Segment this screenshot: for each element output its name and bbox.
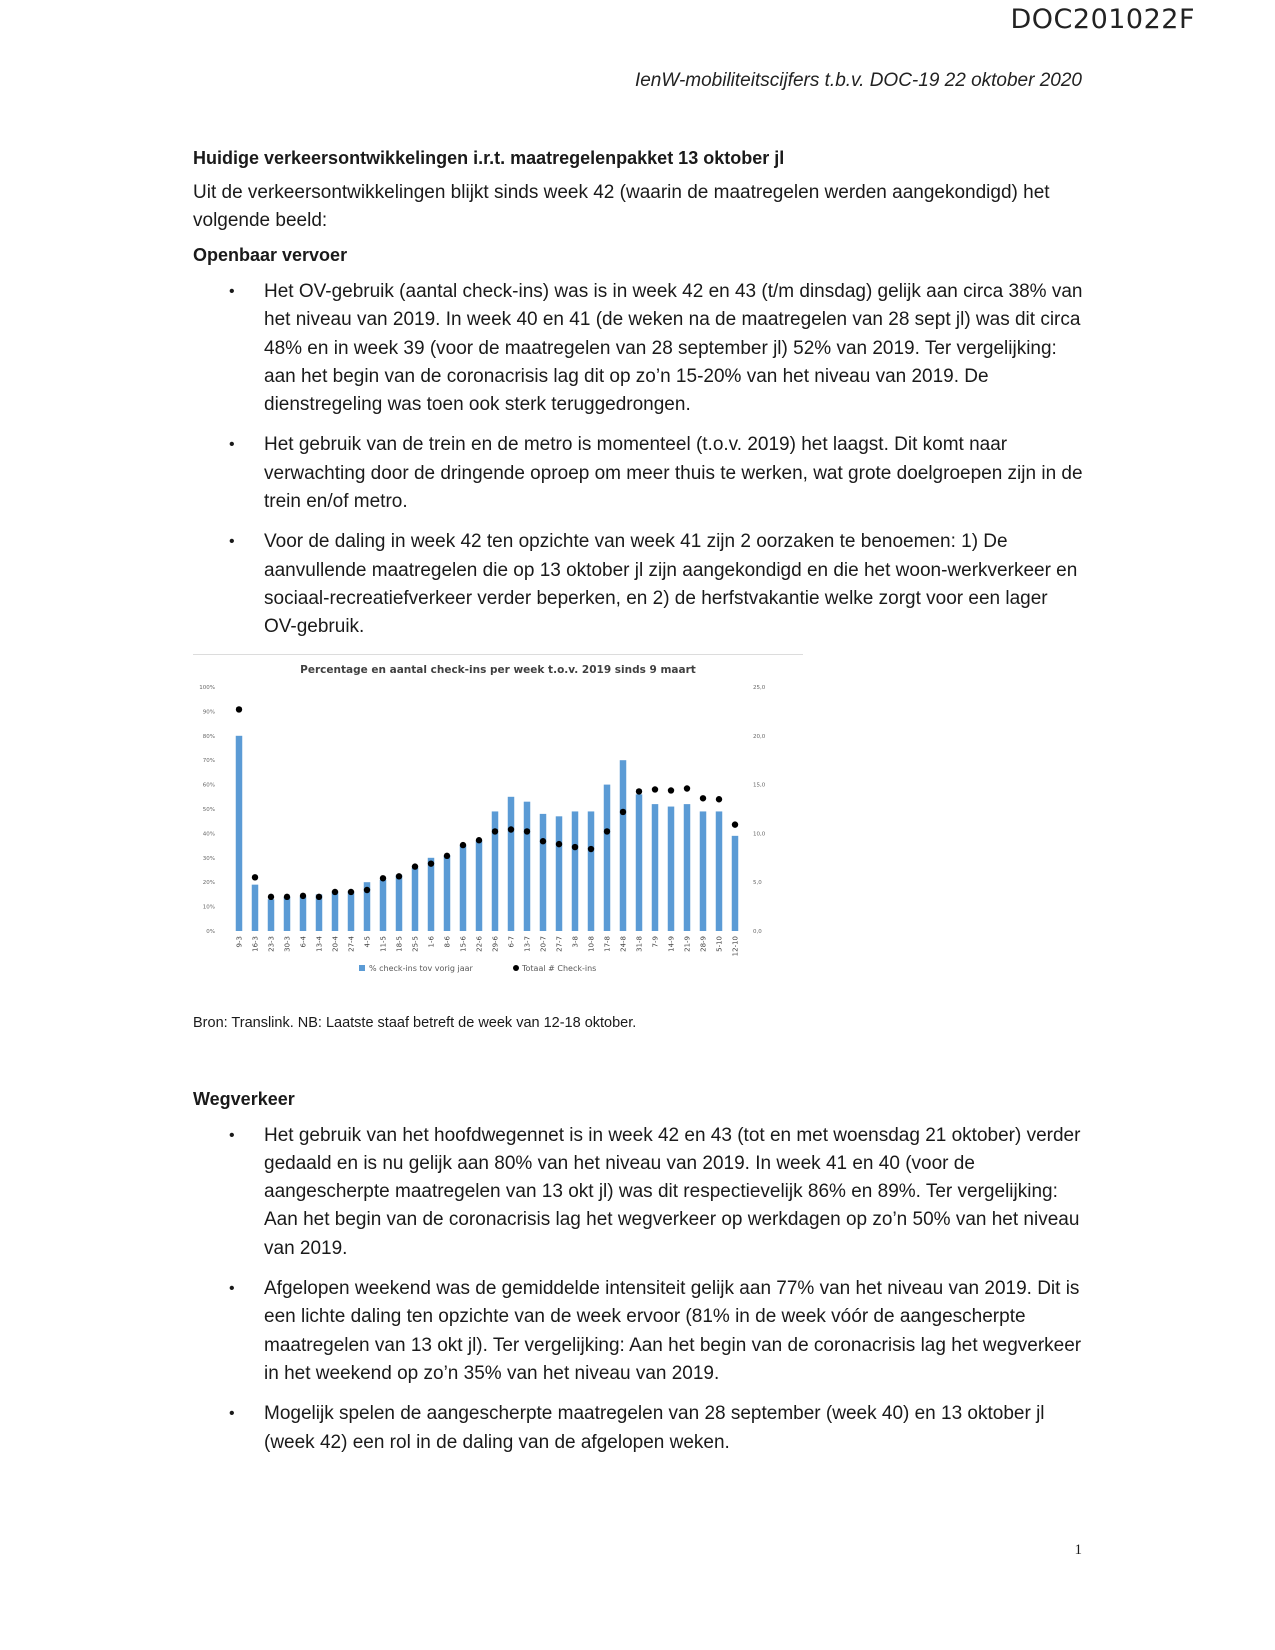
chart-point [668,787,674,793]
section-title-road: Wegverkeer [193,1088,295,1109]
chart-bar [348,892,355,931]
legend-label-bars: % check-ins tov vorig jaar [369,963,473,973]
x-tick-label: 25-5 [411,935,420,952]
intro-paragraph: Uit de verkeersontwikkelingen blijkt sinds week 42 (waarin de maatregelen werden aangekondigd) het volgende beeld: [193,182,1050,231]
chart-point [460,841,466,847]
chart-point [588,845,594,851]
y-left-tick-label: 40% [202,830,215,837]
chart-point [252,874,258,880]
chart-point [348,888,354,894]
x-tick-label: 22-6 [475,935,484,952]
list-item [193,528,1083,641]
list-item [193,1122,1083,1263]
chart-point [572,843,578,849]
x-tick-label: 9-3 [235,935,244,947]
chart-bar [556,816,563,931]
y-left-tick-label: 30% [202,855,215,862]
bullet-text: Het gebruik van de trein en de metro is momenteel (t.o.v. 2019) het laagst. Dit komt naar verwachting door de dringende oproep om meer thuis te werken, wat grote doelgroepen zijn in de trein en/of metro. [264,434,1083,513]
chart-bar [572,811,579,931]
bullet-text: Het OV-gebruik (aantal check-ins) was is in week 42 en 43 (t/m dinsdag) gelijk aan circa 38% van het niveau van 2019. In week 40 en 41 (de weken na de maatregelen van 28 sept jl) was dit circa 48% en in week 39 (voor de maatregelen van 28 september jl) 52% van 2019. Ter vergelijking: aan het begin van de coronacrisis lag dit op zo’n 15-20% van het niveau van 2019. De dienstregeling was toen ook sterk teruggedrongen. [264,281,1083,416]
chart-bar [300,896,307,930]
chart-point [652,786,658,792]
x-tick-label: 15-6 [459,935,468,952]
chart-point [684,785,690,791]
chart-bar [332,892,339,931]
x-tick-label: 23-3 [267,935,276,952]
x-tick-label: 16-3 [251,935,260,952]
document-id: DOC201022F [1010,4,1195,35]
x-tick-label: 4-5 [363,935,372,947]
x-tick-label: 27-4 [347,935,356,952]
chart-point [508,826,514,832]
legend-label-points: Totaal # Check-ins [522,963,597,973]
chart-bar [268,899,275,931]
chart-point [556,840,562,846]
chart-point [716,796,722,802]
y-right-tick-label: 10,0 [753,830,766,837]
section-title-ov: Openbaar vervoer [193,245,348,265]
chart-bar [476,840,483,930]
chart-point [732,821,738,827]
chart-point [476,837,482,843]
y-left-tick-label: 70% [202,757,215,764]
y-left-tick-label: 90% [202,708,215,715]
y-left-tick-label: 10% [202,904,215,911]
chart-bar [284,896,291,930]
y-left-tick-label: 80% [202,733,215,740]
chart-bar [636,794,643,931]
chart-bar [588,811,595,931]
list-item [193,1275,1083,1388]
chart-bar [380,879,387,930]
bullet-text: Het gebruik van het hoofdwegennet is in week 42 en 43 (tot en met woensdag 21 oktober) verder gedaald en is nu gelijk aan 80% van het niveau van 2019. In week 41 en 40 (voor de aangescherpte maatregelen van 13 okt jl) was dit respectievelijk 86% en 89%. Ter vergelijking: Aan het begin van de coronacrisis lag het wegverkeer op werkdagen op zo’n 50% van het niveau van 2019. [264,1124,1081,1259]
chart-point [412,863,418,869]
x-tick-label: 24-8 [619,935,628,952]
chart-point [300,892,306,898]
chart-point [268,893,274,899]
x-tick-label: 3-8 [571,935,580,947]
chart-point [316,893,322,899]
checkins-chart-svg [193,655,803,1007]
x-tick-label: 13-7 [523,935,532,952]
chart-bar [252,884,259,930]
x-tick-label: 30-3 [283,935,292,952]
chart-bar [524,801,531,930]
list-item [193,1400,1083,1457]
chart-bar [732,835,739,930]
x-tick-label: 6-4 [299,935,308,947]
main-title: Huidige verkeersontwikkelingen i.r.t. maatregelenpakket 13 oktober jl [193,148,785,168]
chart-bar [604,784,611,930]
bullet-icon: • [229,283,235,300]
list-item [193,278,1083,419]
y-left-tick-label: 0% [206,928,215,935]
bullet-icon: • [229,1280,235,1298]
chart-point [604,828,610,834]
x-tick-label: 5-10 [715,935,724,952]
y-right-tick-label: 15,0 [753,782,766,789]
document-body [193,148,1083,1469]
chart-bar [684,804,691,931]
chart-bar [508,796,515,930]
x-tick-label: 1-6 [427,935,436,947]
chart-bar [412,867,419,930]
chart-bar [620,760,627,931]
chart-bar [716,811,723,931]
chart-bar [444,855,451,931]
chart-bar [540,813,547,930]
bullet-text: Voor de daling in week 42 ten opzichte van week 41 zijn 2 oorzaken te benoemen: 1) De aanvullende maatregelen die op 13 oktober jl zijn aangekondigd en die het woon-werkverkeer en sociaal-recreatiefverkeer verder beperken, en 2) de herfstvakantie welke zorgt voor een lager OV-gebruik. [264,531,1078,638]
x-tick-label: 31-8 [635,935,644,952]
x-tick-label: 12-10 [731,935,740,956]
x-tick-label: 17-8 [603,935,612,952]
chart-point [428,860,434,866]
y-right-tick-label: 25,0 [753,684,766,691]
chart-point [540,838,546,844]
chart-bar [700,811,707,931]
chart-title: Percentage en aantal check-ins per week t.o.v. 2019 sinds 9 maart [300,663,696,676]
x-tick-label: 14-9 [667,935,676,952]
chart-point [700,795,706,801]
y-left-tick-label: 50% [202,806,215,813]
y-right-tick-label: 20,0 [753,733,766,740]
x-tick-label: 28-9 [699,935,708,952]
chart-point [444,852,450,858]
chart-point [492,828,498,834]
chart-bar [668,806,675,930]
page-number: 1 [1074,1542,1082,1558]
road-bullet-list [193,1122,1083,1457]
x-tick-label: 10-8 [587,935,596,952]
y-left-tick-label: 60% [202,782,215,789]
chart-bar [236,735,243,930]
chart-bar [460,845,467,930]
chart-source-note: Bron: Translink. NB: Laatste staaf betreft de week van 12-18 oktober. [193,1014,637,1031]
x-tick-label: 27-7 [555,935,564,952]
chart-point [236,706,242,712]
y-right-tick-label: 5,0 [753,879,762,886]
chart-point [636,788,642,794]
document-header: IenW-mobiliteitscijfers t.b.v. DOC-19 22 oktober 2020 [634,70,1082,91]
ov-bullet-list [193,278,1083,642]
chart-point [396,873,402,879]
x-tick-label: 21-9 [683,935,692,952]
legend-swatch-bars [359,965,365,971]
list-item [193,431,1083,516]
x-tick-label: 18-5 [395,935,404,952]
legend-swatch-points [513,965,519,971]
chart-point [364,886,370,892]
chart-point [380,875,386,881]
x-tick-label: 11-5 [379,935,388,952]
bullet-icon: • [229,436,235,454]
x-tick-label: 20-4 [331,935,340,952]
chart-bar [652,804,659,931]
chart-point [620,808,626,814]
bullet-icon: • [229,1405,235,1423]
x-tick-label: 6-7 [507,935,516,947]
chart-bar [428,857,435,930]
x-tick-label: 20-7 [539,935,548,952]
chart-point [284,893,290,899]
chart-point [332,888,338,894]
bullet-text: Afgelopen weekend was de gemiddelde intensiteit gelijk aan 77% van het niveau van 2019. Dit is een lichte daling ten opzichte van de week ervoor (81% in de week vóór de aangescherpte maatregelen van 13 okt jl). Ter vergelijking: Aan het begin van de coronacrisis lag het wegverkeer in het weekend op zo’n 35% van het niveau van 2019. [264,1278,1082,1384]
x-tick-label: 29-6 [491,935,500,952]
y-left-tick-label: 20% [202,879,215,886]
chart-bar [396,874,403,930]
x-tick-label: 7-9 [651,935,660,947]
y-right-tick-label: 0,0 [753,928,762,935]
bullet-icon: • [229,533,235,551]
bullet-icon: • [229,1126,235,1144]
x-tick-label: 13-4 [315,935,324,952]
checkins-chart [193,654,803,1007]
y-left-tick-label: 100% [199,684,215,691]
x-tick-label: 8-6 [443,935,452,947]
chart-point [524,828,530,834]
bullet-text: Mogelijk spelen de aangescherpte maatregelen van 28 september (week 40) en 13 oktober jl (week 42) een rol in de daling van de afgelopen weken. [264,1403,1045,1453]
